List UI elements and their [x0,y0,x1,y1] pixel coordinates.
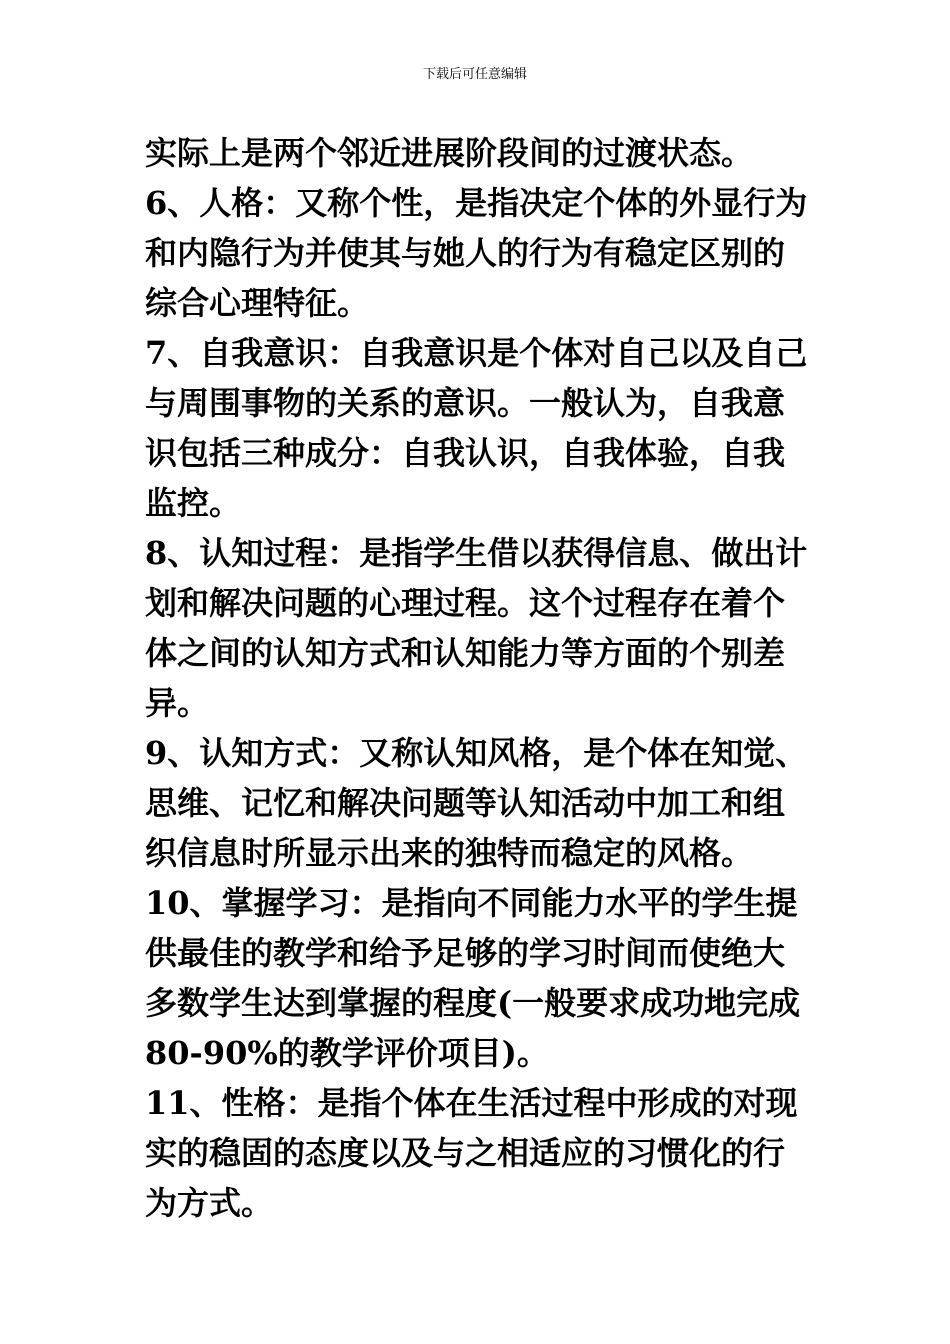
text-line: 供最佳的教学和给予足够的学习时间而使绝大 [145,934,786,972]
text-line: 体之间的认知方式和认知能力等方面的个别差 [145,634,786,672]
page-header: 下载后可任意编辑 [422,67,527,82]
text-line: 9、认知方式：又称认知风格，是个体在知觉、 [145,734,808,772]
text-line: 为方式。 [145,1184,274,1222]
text-line: 异。 [145,684,210,722]
text-line: 综合心理特征。 [145,284,370,322]
text-line: 7、自我意识：自我意识是个体对自己以及自己 [145,334,808,372]
text-line: 和内隐行为并使其与她人的行为有稳定区别的 [145,234,786,272]
text-line: 织信息时所显示出来的独特而稳定的风格。 [145,834,754,872]
text-line: 10、掌握学习：是指向不同能力水平的学生提 [145,884,798,922]
text-line: 思维、记忆和解决问题等认知活动中加工和组 [145,784,786,822]
text-line: 与周围事物的关系的意识。一般认为，自我意 [145,384,786,422]
text-line: 划和解决问题的心理过程。这个过程存在着个 [145,584,786,622]
text-line: 多数学生达到掌握的程度(一般要求成功地完成 [145,984,801,1022]
text-line: 80-90%的教学评价项目)。 [145,1034,549,1072]
text-line: 实际上是两个邻近进展阶段间的过渡状态。 [145,134,754,172]
text-line: 实的稳固的态度以及与之相适应的习惯化的行 [145,1134,786,1172]
text-line: 识包括三种成分：自我认识，自我体验，自我 [145,434,786,472]
text-line: 11、性格：是指个体在生活过程中形成的对现 [145,1084,798,1122]
text-line: 监控。 [145,484,242,522]
text-line: 8、认知过程：是指学生借以获得信息、做出计 [145,534,808,572]
text-line: 6、人格：又称个性，是指决定个体的外显行为 [145,184,808,222]
